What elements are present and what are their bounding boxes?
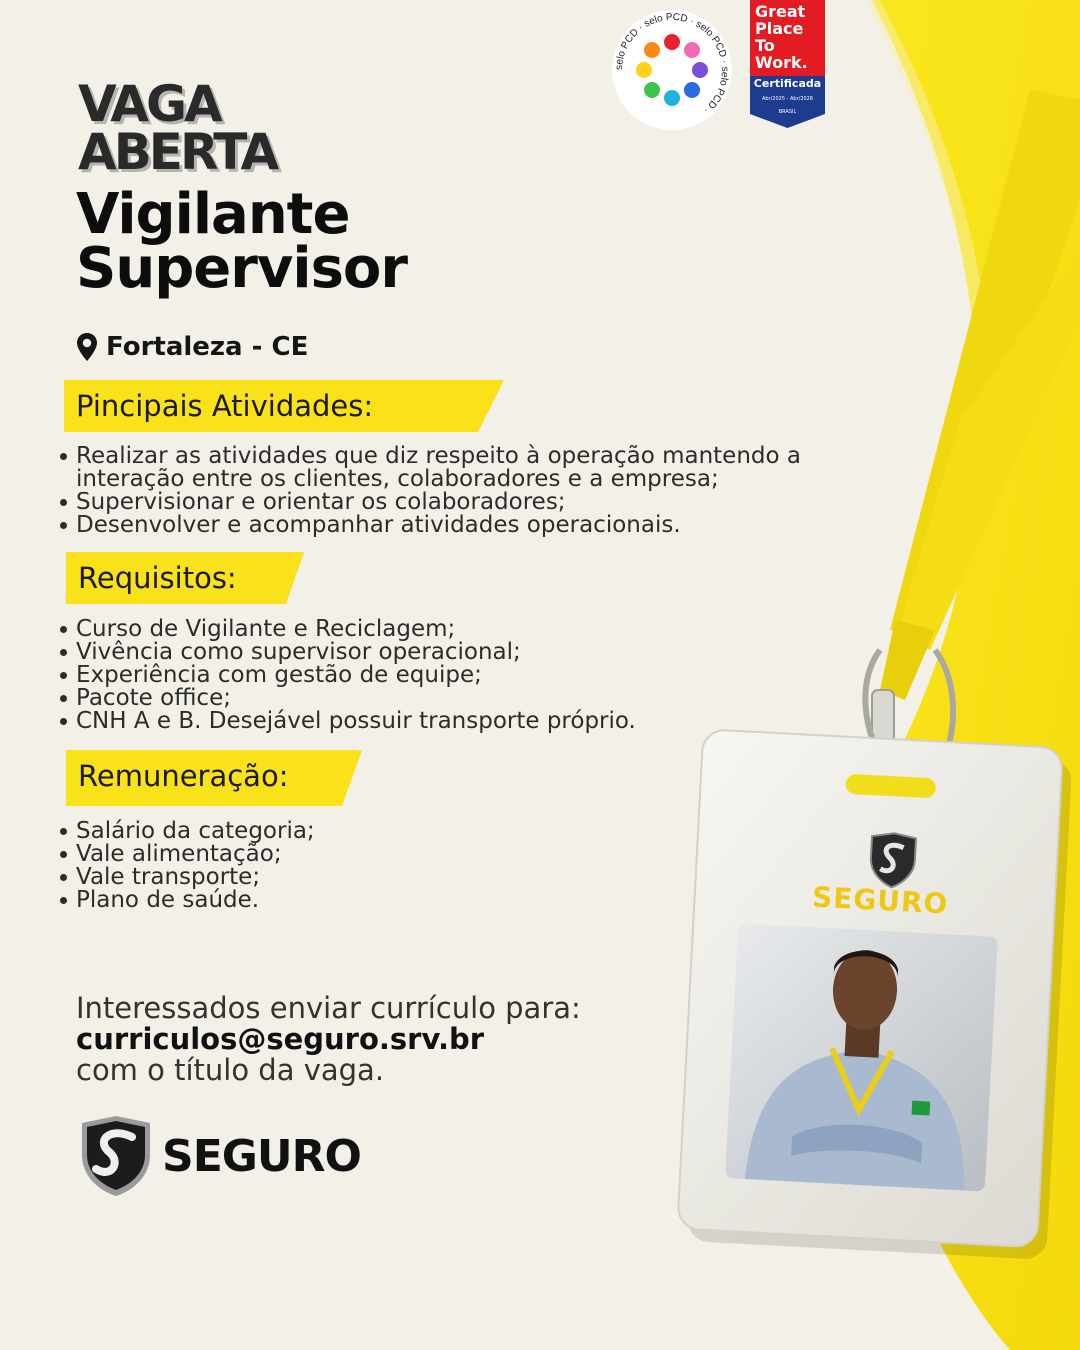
list-item: Curso de Vigilante e Reciclagem; — [60, 618, 680, 641]
list-item: Vivência como supervisor operacional; — [60, 641, 680, 664]
brand-name: SEGURO — [162, 1130, 361, 1182]
contact-note: com o título da vaga. — [76, 1053, 385, 1087]
gptw-country: BRASIL — [778, 109, 797, 115]
list-item: Salário da categoria; — [60, 820, 360, 843]
job-title — [76, 182, 408, 301]
list-item: Vale alimentação; — [60, 843, 360, 866]
list-item: Vale transporte; — [60, 866, 360, 889]
seguro-shield-icon — [78, 1115, 154, 1197]
location — [76, 332, 308, 362]
requirements-banner — [66, 552, 304, 604]
badge-brand-name: SEGURO — [811, 880, 950, 921]
list-item: Plano de saúde. — [60, 889, 360, 912]
requirements-title: Requisitos: — [78, 561, 237, 595]
list-item: Desenvolver e acompanhar atividades operacionais. — [60, 514, 820, 537]
list-item: Supervisionar e orientar os colaboradores; — [60, 491, 820, 514]
vacancy-tag-line1: VAGA — [78, 75, 220, 133]
contact-email-link[interactable]: curriculos@seguro.srv.br — [76, 1022, 485, 1056]
list-item: Experiência com gestão de equipe; — [60, 664, 680, 687]
requirements-list — [60, 618, 680, 733]
location-text: Fortaleza - CE — [106, 332, 309, 362]
contact-block — [76, 993, 581, 1086]
gptw-period: Abr/2025 - Abr/2026 — [761, 96, 814, 102]
list-item: CNH A e B. Desejável possuir transporte próprio. — [60, 710, 680, 733]
brand-logo — [78, 1115, 361, 1197]
gptw-seal — [750, 0, 825, 128]
activities-title: Pincipais Atividades: — [76, 389, 374, 423]
map-pin-icon — [76, 332, 98, 362]
pcd-seal — [610, 8, 734, 132]
gptw-line: Work. — [755, 53, 808, 72]
job-title-line2: Supervisor — [76, 236, 408, 301]
compensation-list — [60, 820, 360, 912]
gptw-wordmark — [755, 3, 808, 71]
compensation-banner — [66, 750, 362, 802]
vacancy-tag-line2: ABERTA — [78, 123, 277, 181]
vacancy-tag — [78, 75, 277, 181]
job-title-line1: Vigilante — [76, 182, 350, 247]
compensation-title: Remuneração: — [78, 759, 289, 793]
pcd-seal-text: selo PCD · selo PCD · selo PCD · selo PCD · — [613, 11, 731, 116]
contact-intro: Interessados enviar currículo para: — [76, 991, 581, 1025]
gptw-certified: Certificada — [753, 77, 822, 90]
list-item: Pacote office; — [60, 687, 680, 710]
gptw-line: Place — [755, 19, 804, 38]
gptw-line: Great — [755, 2, 806, 21]
activities-banner — [64, 380, 504, 432]
id-badge — [677, 729, 1073, 1260]
gptw-line: To — [755, 36, 775, 55]
list-item: Realizar as atividades que diz respeito à operação mantendo a interação entre os clientes, colaboradores e a empresa; — [60, 445, 820, 491]
activities-list — [60, 445, 820, 537]
